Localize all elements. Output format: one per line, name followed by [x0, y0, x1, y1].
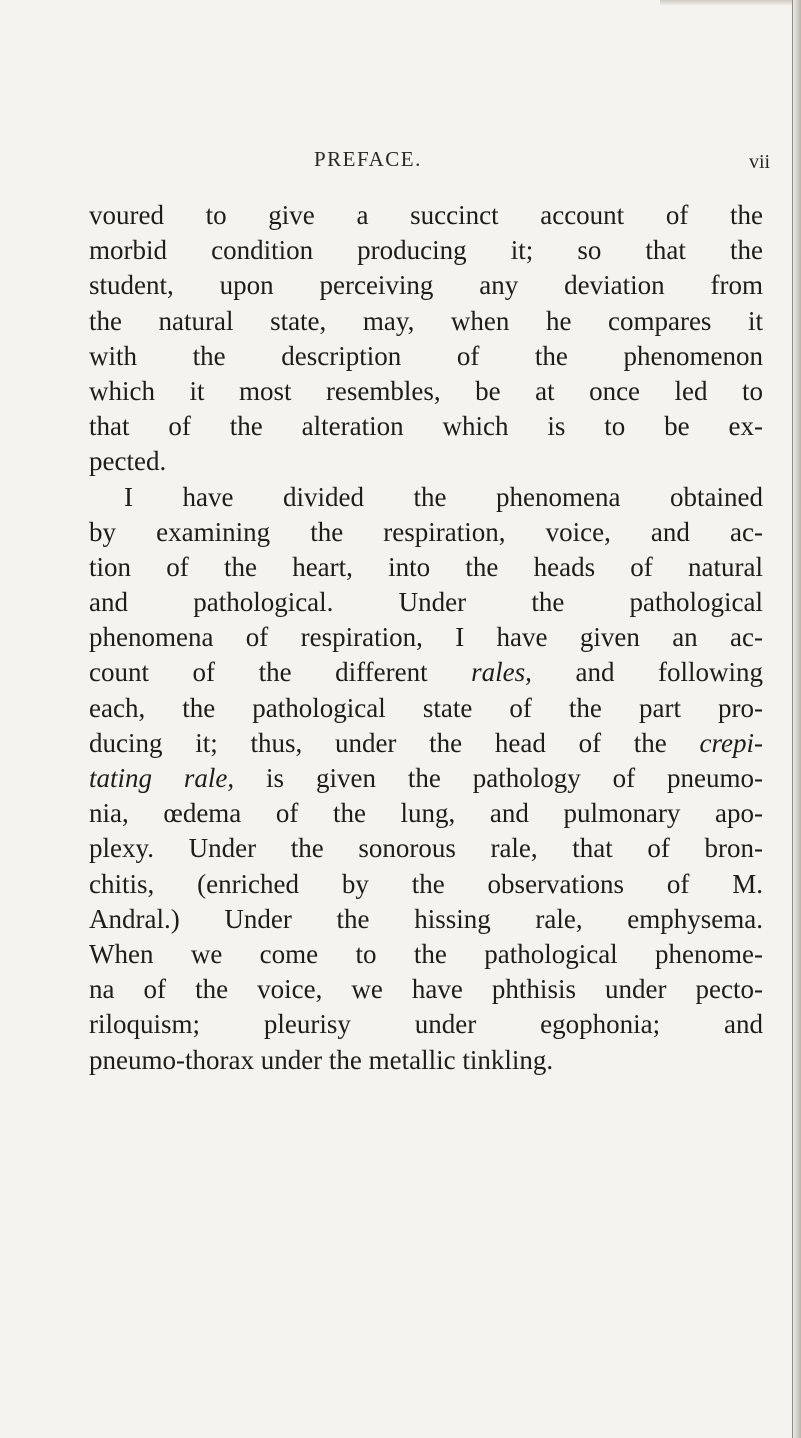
- page-edge-shadow: [792, 0, 801, 1438]
- text-line: [89, 620, 763, 655]
- text-segment: phenomena of respiration, I have given an ac-: [89, 622, 763, 653]
- text-segment: count of the different: [89, 657, 472, 688]
- text-segment: I have divided the phenomena obtained: [124, 481, 763, 512]
- text-line: [89, 691, 763, 726]
- text-line: [89, 867, 763, 902]
- text-segment: student, upon perceiving any deviation from: [89, 270, 763, 301]
- text-segment: and following: [531, 657, 763, 688]
- text-segment: with the description of the phenomenon: [89, 340, 763, 371]
- italic-term: crepi-: [699, 727, 763, 758]
- italic-term: rales,: [471, 657, 532, 688]
- body-text: [89, 198, 763, 1078]
- text-segment: is given the pathology of pneumo-: [234, 763, 764, 793]
- text-segment: Andral.) Under the hissing rale, emphysema.: [89, 903, 763, 934]
- text-segment: each, the pathological state of the part pro-: [89, 692, 763, 723]
- text-line: [89, 831, 763, 866]
- text-segment: riloquism; pleurisy under egophonia; and: [89, 1009, 763, 1040]
- text-segment: which it most resembles, be at once led to: [89, 375, 763, 406]
- text-line: [89, 339, 763, 374]
- text-segment: nia, œdema of the lung, and pulmonary apo-: [89, 798, 763, 829]
- text-line: [89, 444, 763, 479]
- text-segment: pected.: [89, 446, 167, 477]
- text-line: [89, 761, 763, 796]
- text-line: [89, 198, 763, 233]
- text-line: [89, 1007, 763, 1042]
- page-edge-line: [792, 0, 793, 1438]
- text-line: [89, 937, 763, 972]
- running-title: PREFACE.: [314, 147, 422, 171]
- text-line: [89, 796, 763, 831]
- text-segment: tion of the heart, into the heads of natural: [89, 551, 763, 582]
- text-line: [89, 902, 763, 937]
- page-number: vii: [749, 151, 771, 173]
- text-segment: the natural state, may, when he compares it: [89, 305, 763, 336]
- text-segment: and pathological. Under the pathological: [89, 587, 763, 618]
- running-head: [0, 147, 801, 177]
- text-segment: na of the voice, we have phthisis under pecto-: [89, 974, 763, 1005]
- text-line: [89, 233, 763, 268]
- text-segment: plexy. Under the sonorous rale, that of bron-: [89, 833, 763, 864]
- text-segment: morbid condition producing it; so that the: [89, 235, 763, 266]
- text-line: [89, 972, 763, 1007]
- text-segment: by examining the respiration, voice, and ac-: [89, 516, 763, 547]
- text-line: [89, 655, 763, 690]
- text-segment: ducing it; thus, under the head of the: [89, 727, 700, 758]
- text-line: [89, 726, 763, 761]
- text-segment: pneumo-thorax under the metallic tinkling.: [89, 1044, 554, 1075]
- text-line: [89, 268, 763, 303]
- text-line: [89, 480, 763, 515]
- text-segment: that of the alteration which is to be ex-: [89, 411, 763, 442]
- italic-term: tating rale,: [89, 763, 235, 793]
- text-line: [89, 550, 763, 585]
- text-segment: When we come to the pathological phenome-: [89, 938, 763, 969]
- text-line: [89, 515, 763, 550]
- text-segment: chitis, (enriched by the observations of M.: [89, 868, 763, 899]
- text-segment: voured to give a succinct account of the: [89, 200, 763, 230]
- text-line: [89, 304, 763, 339]
- text-line: [89, 409, 763, 444]
- text-line: [89, 1043, 763, 1078]
- page-top-shadow: [660, 0, 801, 6]
- text-line: [89, 585, 763, 620]
- text-line: [89, 374, 763, 409]
